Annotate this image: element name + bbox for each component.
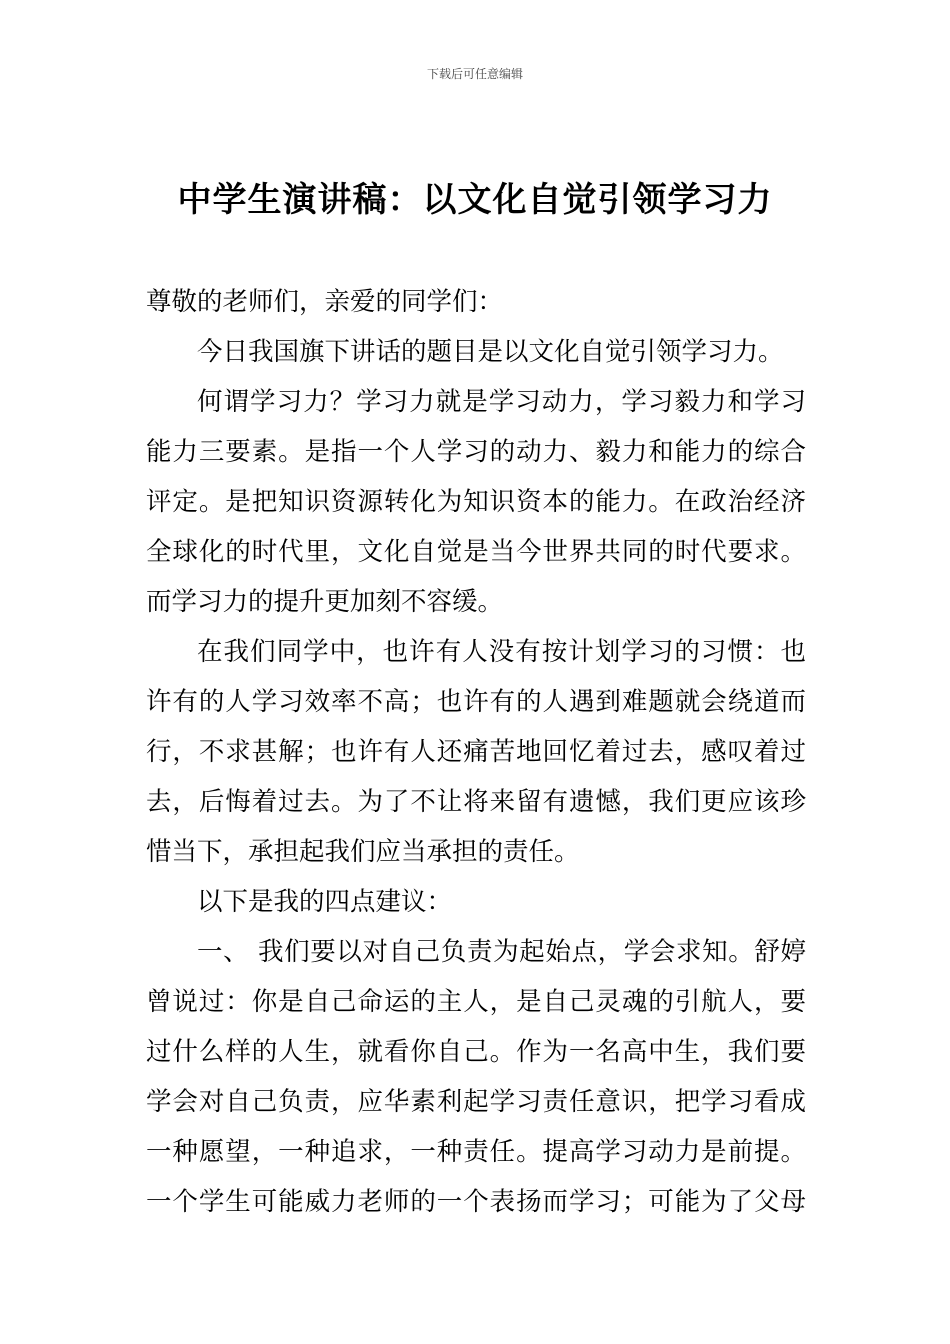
body-line: 许有的人学习效率不高；也许有的人遇到难题就会绕道而	[146, 687, 806, 717]
body-line: 一个学生可能威力老师的一个表扬而学习；可能为了父母	[146, 1187, 806, 1217]
body-line: 而学习力的提升更加刻不容缓。	[146, 587, 504, 617]
body-line: 以下是我的四点建议：	[197, 887, 453, 917]
body-line: 一、 我们要以对自己负责为起始点，学会求知。舒婷	[197, 937, 806, 967]
body-line: 曾说过：你是自己命运的主人，是自己灵魂的引航人，要	[146, 987, 806, 1017]
body-line: 今日我国旗下讲话的题目是以文化自觉引领学习力。	[197, 337, 784, 367]
document-title: 中学生演讲稿：以文化自觉引领学习力	[177, 180, 773, 220]
body-line: 一种愿望，一种追求，一种责任。提高学习动力是前提。	[146, 1137, 806, 1167]
body-line: 全球化的时代里，文化自觉是当今世界共同的时代要求。	[146, 537, 806, 567]
body-line: 行，不求甚解；也许有人还痛苦地回忆着过去，感叹着过	[146, 737, 806, 767]
body-line: 学会对自己负责，应华素利起学习责任意识，把学习看成	[146, 1087, 806, 1117]
body-line: 何谓学习力？学习力就是学习动力，学习毅力和学习	[197, 387, 806, 417]
body-line: 去，后悔着过去。为了不让将来留有遗憾，我们更应该珍	[146, 787, 806, 817]
body-line: 在我们同学中，也许有人没有按计划学习的习惯：也	[197, 637, 806, 667]
body-line: 评定。是把知识资源转化为知识资本的能力。在政治经济	[146, 487, 806, 517]
body-line: 惜当下，承担起我们应当承担的责任。	[146, 837, 580, 867]
body-line: 能力三要素。是指一个人学习的动力、毅力和能力的综合	[146, 437, 806, 467]
body-line: 尊敬的老师们，亲爱的同学们：	[146, 287, 504, 317]
header-note: 下载后可任意编辑	[426, 67, 523, 81]
body-line: 过什么样的人生，就看你自己。作为一名高中生，我们要	[146, 1037, 806, 1067]
document-body	[146, 277, 806, 1227]
